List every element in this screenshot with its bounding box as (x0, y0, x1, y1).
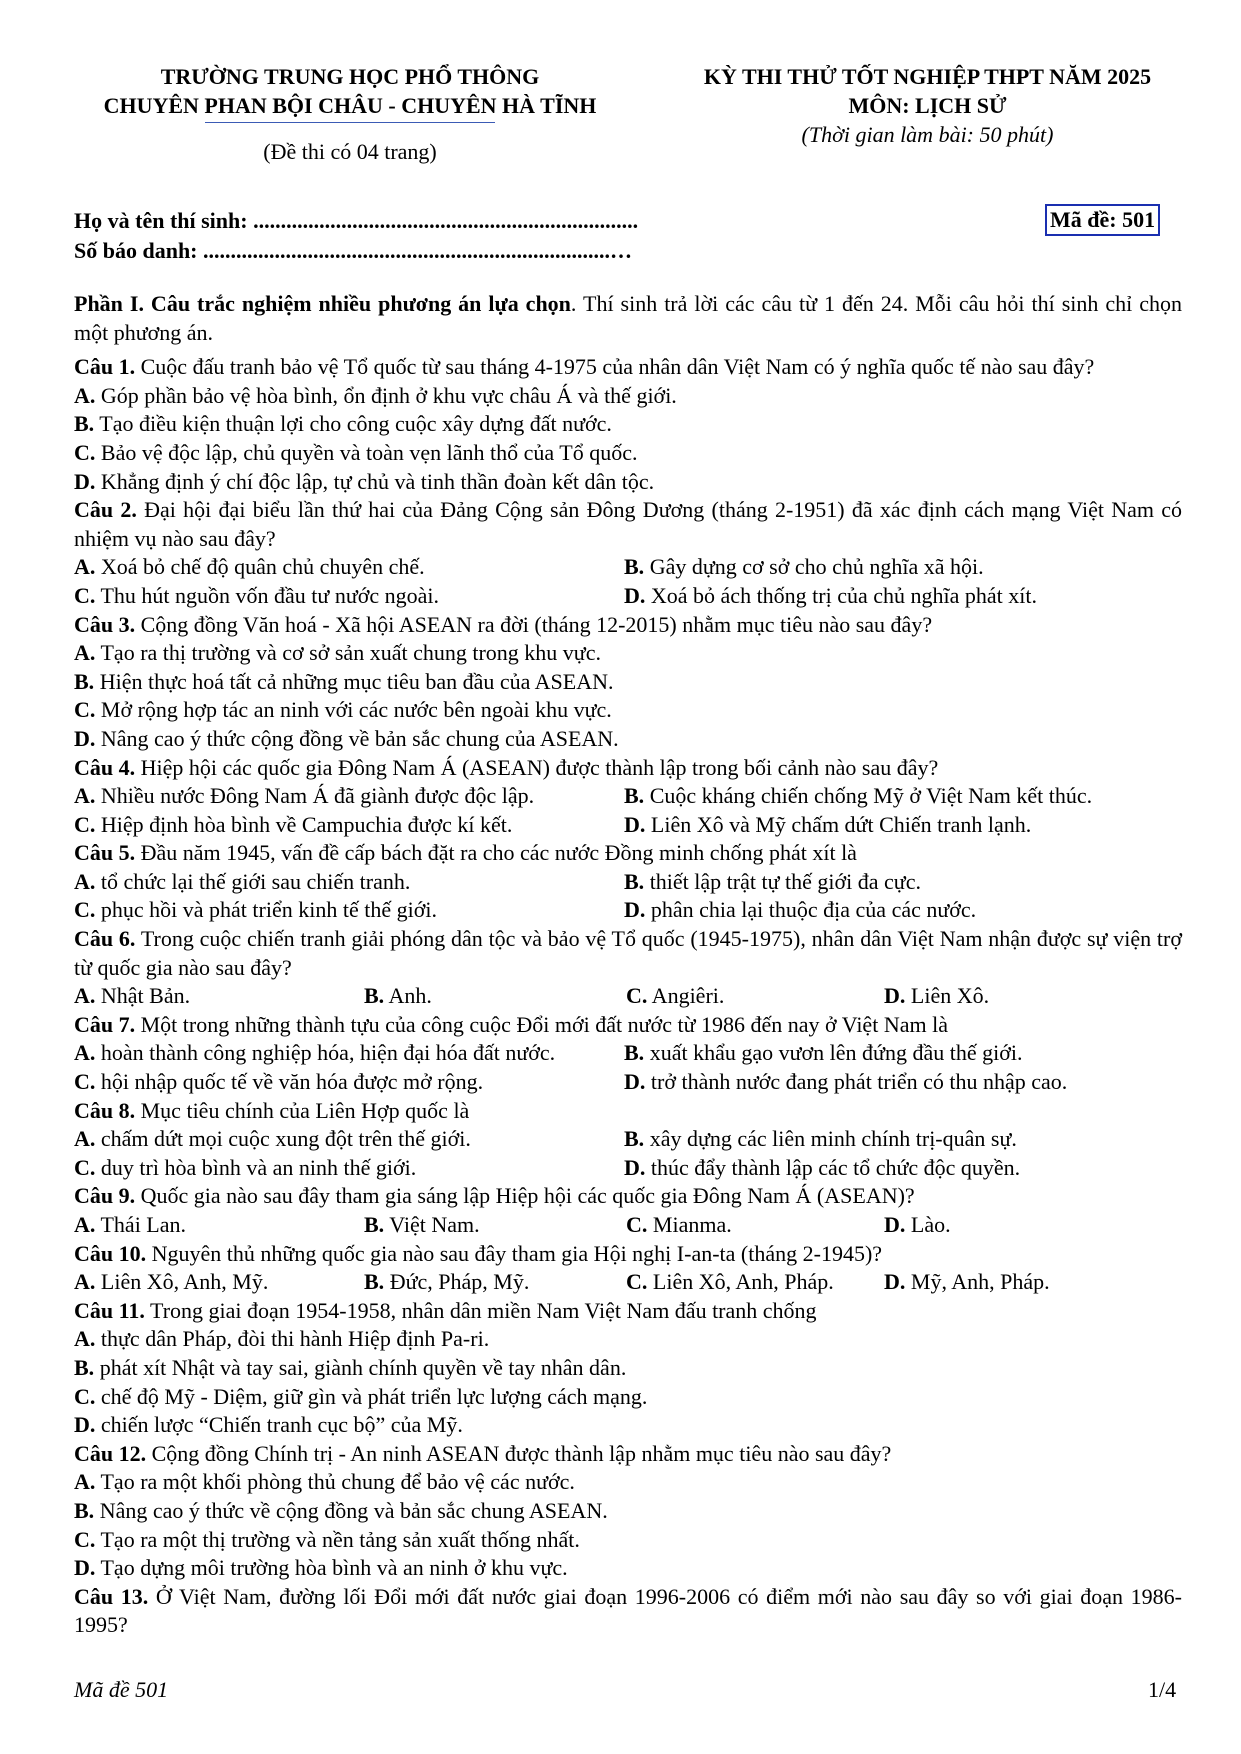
school-name-line2: CHUYÊN PHAN BỘI CHÂU - CHUYÊN HÀ TĨNH (103, 93, 597, 118)
answer-option: A. Góp phần bảo vệ hòa bình, ổn định ở khu vực châu Á và thế giới. (74, 382, 677, 408)
answer-option: D. trở thành nước đang phát triển có thu nhập cao. (624, 1069, 1068, 1095)
answer-option: C. Tạo ra một thị trường và nền tảng sản xuất thống nhất. (74, 1526, 580, 1552)
exam-subject: MÔN: LỊCH SỬ (848, 93, 1007, 118)
answer-option: D. Liên Xô và Mỹ chấm dứt Chiến tranh lạnh. (624, 811, 1032, 837)
part1-title: Phần I. Câu trắc nghiệm nhiều phương án lựa chọn (74, 291, 571, 316)
answer-option: C. duy trì hòa bình và an ninh thế giới. (74, 1154, 417, 1180)
answer-option: C. chế độ Mỹ - Diệm, giữ gìn và phát triển lực lượng cách mạng. (74, 1383, 648, 1409)
answer-option: A. chấm dứt mọi cuộc xung đột trên thế giới. (74, 1126, 471, 1152)
answer-option: B. phát xít Nhật và tay sai, giành chính quyền về tay nhân dân. (74, 1354, 627, 1380)
answer-option: A. Xoá bỏ chế độ quân chủ chuyên chế. (74, 554, 425, 580)
question: Câu 10. Nguyên thủ những quốc gia nào sau đây tham gia Hội nghị I-an-ta (tháng 2-1945)? (74, 1240, 883, 1266)
answer-option: C. Liên Xô, Anh, Pháp. (626, 1269, 834, 1295)
answer-option: A. Nhiều nước Đông Nam Á đã giành được độc lập. (74, 783, 535, 809)
answer-row (74, 1154, 1182, 1183)
answer-option: A. Nhật Bản. (74, 983, 191, 1009)
answer-option: B. Anh. (364, 983, 432, 1009)
answer-option: A. Liên Xô, Anh, Mỹ. (74, 1269, 269, 1295)
school-name-line1: TRƯỜNG TRUNG HỌC PHỔ THÔNG (160, 64, 540, 89)
answer-option: C. Thu hút nguồn vốn đầu tư nước ngoài. (74, 582, 440, 608)
answer-row (74, 896, 1182, 925)
candidate-name-field: Họ và tên thí sinh: ...................................................................... (74, 208, 639, 233)
answer-option: D. Mỹ, Anh, Pháp. (884, 1269, 1050, 1295)
question: Câu 5. Đầu năm 1945, vấn đề cấp bách đặt ra cho các nước Đồng minh chống phát xít là (74, 840, 857, 866)
answer-option: A. Tạo ra thị trường và cơ sở sản xuất chung trong khu vực. (74, 640, 601, 666)
question: Câu 2. Đại hội đại biểu lần thứ hai của Đảng Cộng sản Đông Dương (tháng 2-1951) đã xác định cách mạng Việt Nam có nhiệm vụ nào sau đây? (74, 497, 1182, 551)
page-number: 1/4 (1148, 1677, 1177, 1702)
question: Câu 4. Hiệp hội các quốc gia Đông Nam Á (ASEAN) được thành lập trong bối cảnh nào sau đây? (74, 754, 939, 780)
answer-option: B. Đức, Pháp, Mỹ. (364, 1269, 530, 1295)
answer-option: C. Mở rộng hợp tác an ninh với các nước bên ngoài khu vực. (74, 697, 612, 723)
exam-header (655, 62, 1200, 149)
question: Câu 13. Ở Việt Nam, đường lối Đổi mới đất nước giai đoạn 1996-2006 có điểm mới nào sau đây so với giai đoạn 1986-1995? (74, 1583, 1182, 1638)
answer-option: A. Thái Lan. (74, 1212, 187, 1237)
answer-option: D. Xoá bỏ ách thống trị của chủ nghĩa phát xít. (624, 582, 1038, 608)
answer-row (74, 1125, 1182, 1154)
answer-row (74, 1268, 1182, 1297)
answer-option: B. Hiện thực hoá tất cả những mục tiêu ban đầu của ASEAN. (74, 668, 614, 694)
answer-option: C. hội nhập quốc tế về văn hóa được mở rộng. (74, 1069, 484, 1095)
answer-option: D. Lào. (884, 1212, 951, 1237)
question: Câu 12. Cộng đồng Chính trị - An ninh ASEAN được thành lập nhằm mục tiêu nào sau đây? (74, 1440, 892, 1466)
candidate-id-field: Số báo danh: ..........................................................................… (74, 238, 633, 263)
question: Câu 8. Mục tiêu chính của Liên Hợp quốc là (74, 1097, 470, 1123)
answer-option: B. Nâng cao ý thức về cộng đồng và bản sắc chung ASEAN. (74, 1497, 608, 1523)
answer-row (74, 1039, 1182, 1068)
answer-option: A. tổ chức lại thế giới sau chiến tranh. (74, 868, 411, 894)
question: Câu 9. Quốc gia nào sau đây tham gia sáng lập Hiệp hội các quốc gia Đông Nam Á (ASEAN)? (74, 1183, 915, 1209)
question: Câu 11. Trong giai đoạn 1954-1958, nhân dân miền Nam Việt Nam đấu tranh chống (74, 1297, 817, 1323)
answer-option: B. Cuộc kháng chiến chống Mỹ ở Việt Nam kết thúc. (624, 783, 1093, 809)
header-divider (205, 122, 495, 123)
footer-exam-code: Mã đề 501 (74, 1677, 169, 1702)
answer-option: D. chiến lược “Chiến tranh cục bộ” của Mỹ. (74, 1412, 463, 1438)
answer-option: B. thiết lập trật tự thế giới đa cực. (624, 868, 921, 894)
answer-option: C. Hiệp định hòa bình về Campuchia được kí kết. (74, 811, 513, 837)
school-header (60, 62, 640, 166)
answer-option: B. xây dựng các liên minh chính trị-quân sự. (624, 1126, 1017, 1152)
answer-option: C. Bảo vệ độc lập, chủ quyền và toàn vẹn lãnh thổ của Tổ quốc. (74, 439, 638, 465)
answer-option: C. phục hồi và phát triển kinh tế thế giới. (74, 897, 437, 923)
exam-code-box: Mã đề: 501 (1045, 204, 1160, 236)
answer-option: D. Tạo dựng môi trường hòa bình và an ninh ở khu vực. (74, 1555, 568, 1581)
answer-option: D. phân chia lại thuộc địa của các nước. (624, 897, 977, 923)
answer-option: A. hoàn thành công nghiệp hóa, hiện đại hóa đất nước. (74, 1040, 556, 1066)
question: Câu 3. Cộng đồng Văn hoá - Xã hội ASEAN ra đời (tháng 12-2015) nhằm mục tiêu nào sau đây? (74, 611, 933, 637)
part1-instruction: . Thí sinh trả lời các câu từ 1 đến 24. Mỗi câu hỏi thí sinh chỉ chọn một phương án. (74, 291, 1182, 345)
answer-option: B. xuất khẩu gạo vươn lên đứng đầu thế giới. (624, 1040, 1023, 1066)
answer-row (74, 1211, 1182, 1240)
answer-option: D. Khẳng định ý chí độc lập, tự chủ và tinh thần đoàn kết dân tộc. (74, 468, 655, 494)
question: Câu 7. Một trong những thành tựu của công cuộc Đổi mới đất nước từ 1986 đến nay ở Việt Nam là (74, 1011, 948, 1037)
answer-option: A. Tạo ra một khối phòng thủ chung để bảo vệ các nước. (74, 1469, 575, 1495)
candidate-info (74, 206, 1174, 266)
exam-title: KỲ THI THỬ TỐT NGHIỆP THPT NĂM 2025 (703, 64, 1152, 89)
answer-option: D. thúc đẩy thành lập các tổ chức độc quyền. (624, 1154, 1021, 1180)
answer-option: B. Tạo điều kiện thuận lợi cho công cuộc xây dựng đất nước. (74, 411, 612, 437)
answer-option: C. Mianma. (626, 1212, 732, 1237)
question: Câu 1. Cuộc đấu tranh bảo vệ Tổ quốc từ sau tháng 4-1975 của nhân dân Việt Nam có ý nghĩa quốc tế nào sau đây? (74, 354, 1095, 380)
answer-row (74, 782, 1182, 811)
answer-row (74, 811, 1182, 840)
answer-row (74, 582, 1182, 611)
answer-option: A. thực dân Pháp, đòi thi hành Hiệp định Pa-ri. (74, 1326, 490, 1352)
answer-option: D. Nâng cao ý thức cộng đồng về bản sắc chung của ASEAN. (74, 725, 619, 751)
pages-note: (Đề thi có 04 trang) (263, 139, 437, 164)
exam-content (74, 290, 1182, 1640)
time-note: (Thời gian làm bài: 50 phút) (801, 122, 1054, 147)
answer-option: D. Liên Xô. (884, 983, 990, 1009)
question: Câu 6. Trong cuộc chiến tranh giải phóng dân tộc và bảo vệ Tổ quốc (1945-1975), nhân dân Việt Nam nhận được sự viện trợ từ quốc gia nào sau đây? (74, 926, 1183, 980)
part1-heading (74, 290, 1182, 347)
answer-row (74, 1068, 1182, 1097)
answer-option: C. Angiêri. (626, 983, 725, 1009)
answer-option: B. Gây dựng cơ sở cho chủ nghĩa xã hội. (624, 554, 984, 580)
answer-row (74, 868, 1182, 897)
answer-option: B. Việt Nam. (364, 1212, 480, 1237)
answer-row (74, 982, 1182, 1011)
answer-row (74, 553, 1182, 582)
